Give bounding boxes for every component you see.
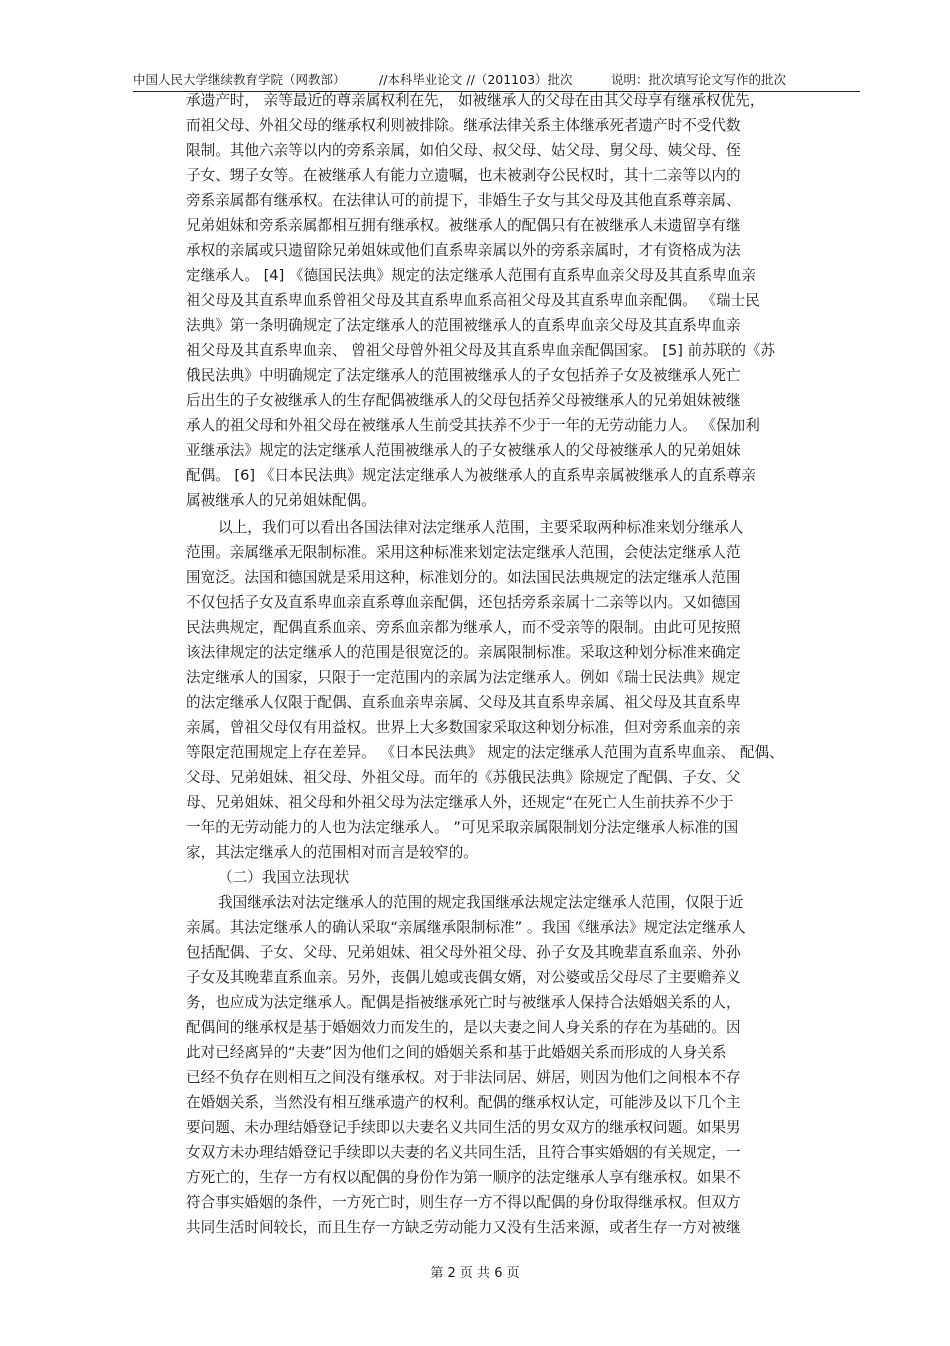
text-line: 而祖父母、外祖父母的继承权利则被排除。继承法律关系主体继承死者遗产时不受代数: [186, 117, 741, 134]
text-line: 子女、甥子女等。在被继承人有能力立遗嘱，也未被剥夺公民权时，其十二亲等以内的: [186, 167, 741, 184]
text-line: 定继承人。 [4] 《德国民法典》规定的法定继承人范围有直系卑血亲父母及其直系卑血亲: [186, 267, 756, 284]
text-line: 包括配偶、子女、父母、兄弟姐妹、祖父母外祖父母、孙子女及其晚辈直系血亲、外孙: [186, 944, 741, 961]
section-heading: （二）我国立法现状: [218, 869, 350, 886]
text-line: 民法典规定，配偶直系血亲、旁系血亲都为继承人，而不受亲等的限制。由此可见按照: [186, 619, 741, 636]
text-line: 围宽泛。法国和德国就是采用这种，标准划分的。如法国民法典规定的法定继承人范围: [186, 569, 741, 586]
text-line: 法定继承人的国家，只限于一定范围内的亲属为法定继承人。例如《瑞士民法典》规定: [186, 669, 741, 686]
text-line: 家，其法定继承人的范围相对而言是较窄的。: [186, 844, 478, 861]
header-note: 说明：批次填写论文写作的批次: [611, 72, 787, 87]
page-number: 第 2 页 共 6 页: [430, 1266, 520, 1281]
text-line: 祖父母及其直系卑血亲、 曾祖父母曾外祖父母及其直系卑血亲配偶国家。 [5] 前苏联的《苏: [186, 342, 776, 359]
text-line: 配偶间的继承权是基于婚姻效力而发生的，是以夫妻之间人身关系的存在为基础的。因: [186, 1019, 741, 1036]
text-line: 配偶。 [6] 《日本民法典》规定法定继承人为被继承人的直系卑亲属被继承人的直系尊亲: [186, 467, 756, 484]
text-line: 此对已经离异的“夫妻”因为他们之间的婚姻关系和基于此婚姻关系而形成的人身关系: [186, 1044, 727, 1061]
text-line: 兄弟姐妹和旁系亲属都相互拥有继承权。被继承人的配偶只有在被继承人未遗留享有继: [186, 217, 741, 234]
page-header: [133, 66, 859, 90]
text-line: 亲属。其法定继承人的确认采取“亲属继承限制标准” 。我国《继承法》规定法定继承人: [186, 919, 746, 936]
text-line: 不仅包括子女及直系卑血亲直系尊血亲配偶，还包括旁系亲属十二亲等以内。又如德国: [186, 594, 741, 611]
text-line: 已经不负存在则相互之间没有继承权。对于非法同居、姘居，则因为他们之间根本不存: [186, 1069, 741, 1086]
text-line: 承权的亲属或只遗留除兄弟姐妹或他们直系卑亲属以外的旁系亲属时，才有资格成为法: [186, 242, 741, 259]
text-line: 父母、兄弟姐妹、祖父母、外祖父母。而年的《苏俄民法典》除规定了配偶、子女、父: [186, 769, 741, 786]
text-line: 女双方未办理结婚登记手续即以夫妻的名义共同生活，且符合事实婚姻的有关规定，一: [186, 1144, 741, 1161]
text-line: 一年的无劳动能力的人也为法定继承人。 ”可见采取亲属限制划分法定继承人标准的国: [186, 819, 739, 836]
text-line: 限制。其他六亲等以内的旁系亲属，如伯父母、叔父母、姑父母、舅父母、姨父母、侄: [186, 142, 741, 159]
text-line: 法典》第一条明确规定了法定继承人的范围被继承人的直系卑血亲父母及其直系卑血亲: [186, 317, 741, 334]
text-line: 亚继承法》规定的法定继承人范围被继承人的子女被继承人的父母被继承人的兄弟姐妹: [186, 442, 741, 459]
text-line: 祖父母及其直系卑血系曾祖父母及其直系卑血系高祖父母及其直系卑血亲配偶。 《瑞士民: [186, 292, 760, 309]
text-line: 共同生活时间较长，而且生存一方缺乏劳动能力又没有生活来源，或者生存一方对被继: [186, 1219, 741, 1236]
header-paper-type: //本科毕业论文 //（201103）批次: [379, 72, 573, 87]
paragraph-first-line: 我国继承法对法定继承人的范围的规定我国继承法规定法定继承人范围，仅限于近: [218, 894, 744, 911]
text-line: 符合事实婚姻的条件，一方死亡时，则生存一方不得以配偶的身份取得继承权。但双方: [186, 1194, 741, 1211]
text-line: 后出生的子女被继承人的生存配偶被继承人的父母包括养父母被继承人的兄弟姐妹被继: [186, 392, 741, 409]
text-line: 旁系亲属都有继承权。在法律认可的前提下，非婚生子女与其父母及其他直系尊亲属、: [186, 192, 741, 209]
text-line: 母、兄弟姐妹、祖父母和外祖父母为法定继承人外，还规定“在死亡人生前扶养不少于: [186, 794, 734, 811]
paragraph-first-line: 以上，我们可以看出各国法律对法定继承人范围，主要采取两种标准来划分继承人: [218, 519, 744, 536]
text-line: 在婚姻关系，当然没有相互继承遗产的权利。配偶的继承权认定，可能涉及以下几个主: [186, 1094, 741, 1111]
text-line: 务，也应成为法定继承人。配偶是指被继承死亡时与被继承人保持合法婚姻关系的人，: [186, 994, 741, 1011]
text-line: 承遗产时， 亲等最近的尊亲属权利在先， 如被继承人的父母在由其父母享有继承权优先，: [186, 92, 765, 109]
text-line: 亲属，曾祖父母仅有用益权。世界上大多数国家采取这种划分标准，但对旁系血亲的亲: [186, 719, 741, 736]
text-line: 等限定范围规定上存在差异。 《日本民法典》 规定的法定继承人范围为直系卑血亲、 配偶、: [186, 744, 784, 761]
text-line: 属被继承人的兄弟姐妹配偶。: [186, 492, 376, 509]
text-line: 该法律规定的法定继承人的范围是很宽泛的。亲属限制标准。采取这种划分标准来确定: [186, 644, 741, 661]
text-line: 的法定继承人仅限于配偶、直系血亲卑亲属、父母及其直系卑亲属、祖父母及其直系卑: [186, 694, 741, 711]
text-line: 范围。亲属继承无限制标准。采用这种标准来划定法定继承人范围，会使法定继承人范: [186, 544, 741, 561]
text-line: 子女及其晚辈直系血亲。另外，丧偶儿媳或丧偶女婿，对公婆或岳父母尽了主要赡养义: [186, 969, 741, 986]
text-line: 承人的祖父母和外祖父母在被继承人生前受其扶养不少于一年的无劳动能力人。 《保加利: [186, 417, 760, 434]
text-line: 要问题、未办理结婚登记手续即以夫妻名义共同生活的男女双方的继承权问题。如果男: [186, 1119, 741, 1136]
text-line: 俄民法典》中明确规定了法定继承人的范围被继承人的子女包括养子女及被继承人死亡: [186, 367, 741, 384]
header-school: 中国人民大学继续教育学院（网教部）: [133, 72, 346, 87]
text-line: 方死亡的，生存一方有权以配偶的身份作为第一顺序的法定继承人享有继承权。如果不: [186, 1169, 741, 1186]
